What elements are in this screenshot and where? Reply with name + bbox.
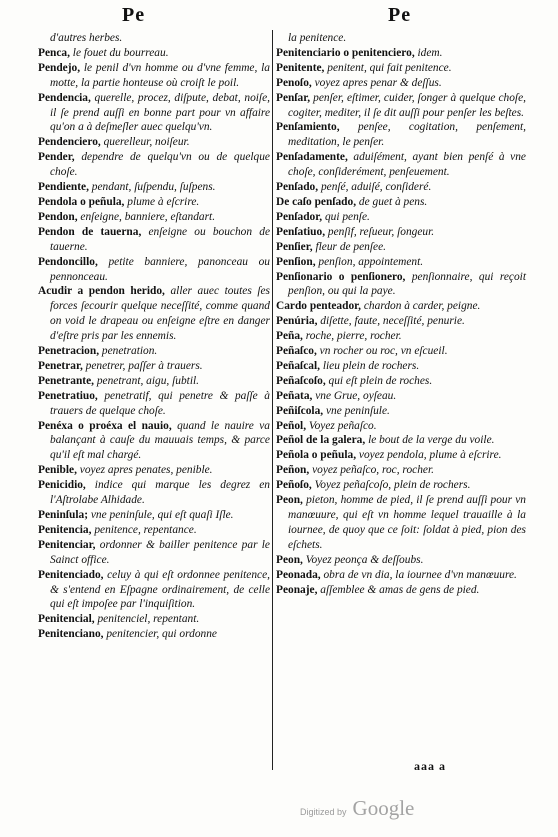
entry-headword: Peninſula; [38,509,91,521]
dictionary-entry [276,419,526,434]
entry-definition: ordonner & bailler penitence par le Sainct office. [50,538,270,566]
entry-headword: Penſion, [276,255,319,268]
entry-definition: Voyez peñaſcoſo, plein de rochers. [314,479,471,492]
entry-headword: Peñaſco, [276,345,320,358]
dictionary-entry [38,374,270,389]
entry-headword: Peonada, [276,568,324,581]
entry-headword: Penitente, [276,61,328,74]
entry-definition: celuy à qui eſt ordonnee penitence, & s'entend en Eſpagne ordinairement, de celle qui eſt impoſee par l'inquiſition. [50,568,270,611]
entry-headword: Pendon de tauerna, [38,225,149,238]
entry-headword: Penſionario o penſionero, [276,270,412,283]
entry-headword: Peon, [276,553,306,566]
dictionary-entry [38,612,270,627]
dictionary-entry [38,135,270,150]
entry-headword: Pendoncillo, [38,255,109,268]
entry-headword: Penca, [38,46,73,59]
entry-headword: Peñaſcal, [276,359,323,372]
entry-definition: vne peninſule. [325,404,390,417]
entry-definition: penſer, eſtimer, cuider, ſonger à quelque choſe, cogiter, mediter, il ſe dit auſſi pour penſer les beſtes. [288,91,526,119]
entry-definition: de guet à pens. [358,195,428,208]
entry-headword: Peñoſo, [276,479,315,492]
dictionary-entry [276,568,526,583]
dictionary-entry [276,448,526,463]
entry-headword: Penitenciano, [38,628,107,641]
entry-headword: Penſatiuo, [276,225,328,238]
dictionary-entry [276,493,526,553]
entry-headword: Penible, [38,464,80,477]
entry-headword: Penitencia, [38,523,95,536]
dictionary-entry [276,195,526,210]
entry-headword: Pendejo, [38,61,84,74]
dictionary-entry [38,46,270,61]
column-divider [272,30,273,770]
dictionary-entry [276,404,526,419]
entry-definition: penitent, qui fait penitence. [327,61,452,74]
entry-definition: penitence, repentance. [94,523,197,536]
entry-definition: enſeigne ou bouchon de tauerne. [50,225,270,253]
entry-definition: pendant, ſuſpendu, ſuſpens. [91,181,216,194]
entry-definition: aller auec toutes ſes forces ſecourir quelque neceſſité, comme quand on void le drapeau ou enſeigne eſtre en danger d'eſtre pris par les ennemis. [50,285,270,343]
entry-headword: Peñaſcoſo, [276,374,329,387]
entry-headword: Penetracion, [38,345,102,358]
dictionary-entry [38,255,270,285]
dictionary-entry [38,195,270,210]
dictionary-entry [38,538,270,568]
entry-definition: querelle, procez, diſpute, debat, noiſe, il ſe prend auſſi en bonne part pour vn affaire qu'on a à deſmeſler auec quelqu'vn. [50,91,270,134]
entry-definition: penſif, reſueur, ſongeur. [327,225,435,238]
dictionary-entry [38,523,270,538]
dictionary-entry [276,240,526,255]
entry-headword: Penicidio, [38,479,95,492]
entry-definition: enſeigne, banniere, eſtandart. [80,210,216,223]
entry-definition: voyez apres penar & deſſus. [314,76,442,89]
entry-definition: voyez apres penates, penible. [79,464,213,477]
dictionary-entry [38,344,270,359]
entry-definition: dependre de quelqu'vn ou de quelque choſe. [50,151,270,179]
dictionary-entry [38,359,270,374]
dictionary-entry [276,344,526,359]
entry-definition: vne Grue, oyſeau. [315,389,397,402]
entry-headword: Pendiente, [38,181,92,194]
entry-definition: pieton, homme de pied, il ſe prend auſſi pour vn manœuure, qui eſt vn homme lequel trauaille à la iournee, de quoy que ce ſoit: ſoldat à pied, pion des eſchets. [288,494,526,551]
entry-definition: plume à eſcrire. [127,195,200,208]
running-header-left: Pe [122,4,146,26]
entry-headword: Pendon, [38,210,81,223]
dictionary-entry [38,210,270,225]
dictionary-entry [276,553,526,568]
entry-definition: le fouet du bourreau. [72,46,169,59]
dictionary-entry [38,61,270,91]
entry-definition: aduiſément, ayant bien penſé à vne choſe, conſiderément, penſeuement. [288,151,526,179]
dictionary-entry [276,463,526,478]
dictionary-entry [38,91,270,136]
entry-headword: Penſador, [276,210,325,223]
entry-definition: chardon à carder, peigne. [363,300,481,313]
dictionary-entry [276,255,526,270]
dictionary-entry [276,46,526,61]
entry-headword: Peñol de la galera, [276,434,369,447]
dictionary-entry [38,463,270,478]
entry-definition: petite banniere, panonceau ou pennonceau. [50,255,270,283]
watermark-small-text: Digitized by [300,807,347,817]
entry-headword: Peñol, [276,419,309,432]
entry-definition: qui eſt plein de roches. [328,374,433,387]
entry-definition: diſette, faute, neceſſité, penurie. [320,315,465,328]
entry-definition: penetrer, paſſer à trauers. [85,359,203,372]
dictionary-entry [276,180,526,195]
entry-headword: Peñola o peñula, [276,449,359,462]
dictionary-entry [276,299,526,314]
dictionary-entry [276,583,526,598]
dictionary-entry [38,627,270,642]
entry-definition: lieu plein de rochers. [322,359,420,372]
dictionary-entry [276,270,526,300]
dictionary-entry [38,180,270,195]
dictionary-entry [276,374,526,389]
entry-definition: idem. [417,46,443,59]
entry-headword: Penſier, [276,240,316,253]
dictionary-entry [38,31,270,46]
dictionary-entry [276,478,526,493]
entry-definition: le bout de la verge du voile. [368,434,495,447]
dictionary-entry [276,359,526,374]
dictionary-entry [276,433,526,448]
entry-headword: Penoſo, [276,76,315,89]
entry-definition: penitencier, qui ordonne [106,628,217,641]
entry-definition: quand le nauire va balançant à cauſe du mauuais temps, & parce qu'il eſt mal chargé. [50,419,270,462]
entry-headword: Penitenciario o penitenciero, [276,46,418,59]
dictionary-entry [38,284,270,344]
right-column [276,31,526,597]
watermark-logo-text: Google [352,796,415,820]
entry-definition: voyez pendola, plume à eſcrire. [358,449,502,462]
entry-headword: Penſamiento, [276,121,358,134]
entry-headword: Peña, [276,330,306,343]
entry-headword: Penetratiuo, [38,389,105,402]
entry-headword: Peonaje, [276,583,321,596]
entry-headword: Penitencial, [38,613,98,626]
entry-definition: penitenciel, repentant. [97,613,200,626]
entry-headword: Cardo penteador, [276,300,364,313]
dictionary-entry [38,150,270,180]
dictionary-entry [276,150,526,180]
dictionary-entry [38,419,270,464]
entry-definition: penetration. [101,345,158,358]
entry-headword: De caſo penſado, [276,195,359,208]
dictionary-entry [276,76,526,91]
dictionary-entry [276,329,526,344]
entry-definition: qui penſe. [324,210,370,223]
entry-headword: Peñiſcola, [276,404,326,417]
entry-definition: penſion, appointement. [318,255,424,268]
entry-definition: indice qui marque les degrez en l'Aſtrolabe Alhidade. [50,479,270,507]
entry-headword: Penetrar, [38,359,86,372]
entry-definition: la penitence. [288,32,347,44]
entry-headword: Penitenciado, [38,568,108,581]
dictionary-entry [38,478,270,508]
dictionary-entry [38,225,270,255]
entry-definition: penſé, aduiſé, conſideré. [320,181,432,194]
entry-headword: Peon, [276,494,307,507]
entry-definition: penetrant, aigu, ſubtil. [96,374,200,387]
entry-headword: Peñon, [276,464,313,477]
entry-definition: roche, pierre, rocher. [305,330,402,343]
left-column [38,31,270,642]
entry-definition: Voyez peonça & deſſoubs. [305,553,424,566]
dictionary-entry [276,225,526,240]
entry-definition: d'autres herbes. [50,32,123,44]
dictionary-entry [38,389,270,419]
dictionary-entry [38,568,270,613]
entry-headword: Penitenciar, [38,538,100,551]
entry-headword: Peñata, [276,389,316,402]
entry-headword: Penſadamente, [276,151,354,164]
entry-definition: fleur de penſee. [315,240,386,253]
entry-headword: Acudir a pendon herido, [38,285,171,298]
entry-definition: penetratif, qui penetre & paſſe à trauers de quelque choſe. [50,389,270,417]
entry-headword: Penetrante, [38,374,97,387]
dictionary-entry [276,210,526,225]
entry-definition: querelleur, noiſeur. [103,136,190,149]
entry-headword: Pendenciero, [38,136,104,149]
dictionary-entry [276,31,526,46]
printer-signature-mark: aaa a [414,759,446,773]
entry-definition: aſſemblee & amas de gens de pied. [320,583,480,596]
dictionary-entry [276,91,526,121]
dictionary-entry [276,120,526,150]
dictionary-entry [276,389,526,404]
digitization-watermark [300,796,414,821]
entry-headword: Penúria, [276,315,321,328]
dictionary-entry [276,314,526,329]
running-header-right: Pe [388,4,412,26]
entry-definition: voyez peñaſco, roc, rocher. [312,464,434,477]
entry-headword: Pendola o peñula, [38,195,128,208]
entry-definition: vn rocher ou roc, vn eſcueil. [319,345,448,358]
entry-headword: Penſar, [276,91,314,104]
entry-definition: penſionnaire, qui reçoit penſion, ou qui la paye. [288,270,527,298]
entry-definition: le penil d'vn homme ou d'vne femme, la motte, la partie honteuse où croiſt le poil. [50,61,270,89]
entry-headword: Penéxa o proéxa el nauio, [38,419,178,432]
dictionary-entry [276,61,526,76]
entry-definition: penſee, cogitation, penſement, meditation, le penſer. [288,121,526,149]
entry-headword: Pendencia, [38,91,95,104]
entry-definition: obra de vn dia, la iournee d'vn manœuure. [323,568,517,581]
entry-definition: vne peninſule, qui eſt quaſi Iſle. [90,509,234,521]
entry-headword: Pender, [38,151,82,164]
dictionary-entry [38,508,270,523]
entry-definition: Voyez peñaſco. [308,419,377,432]
entry-headword: Penſado, [276,181,321,194]
